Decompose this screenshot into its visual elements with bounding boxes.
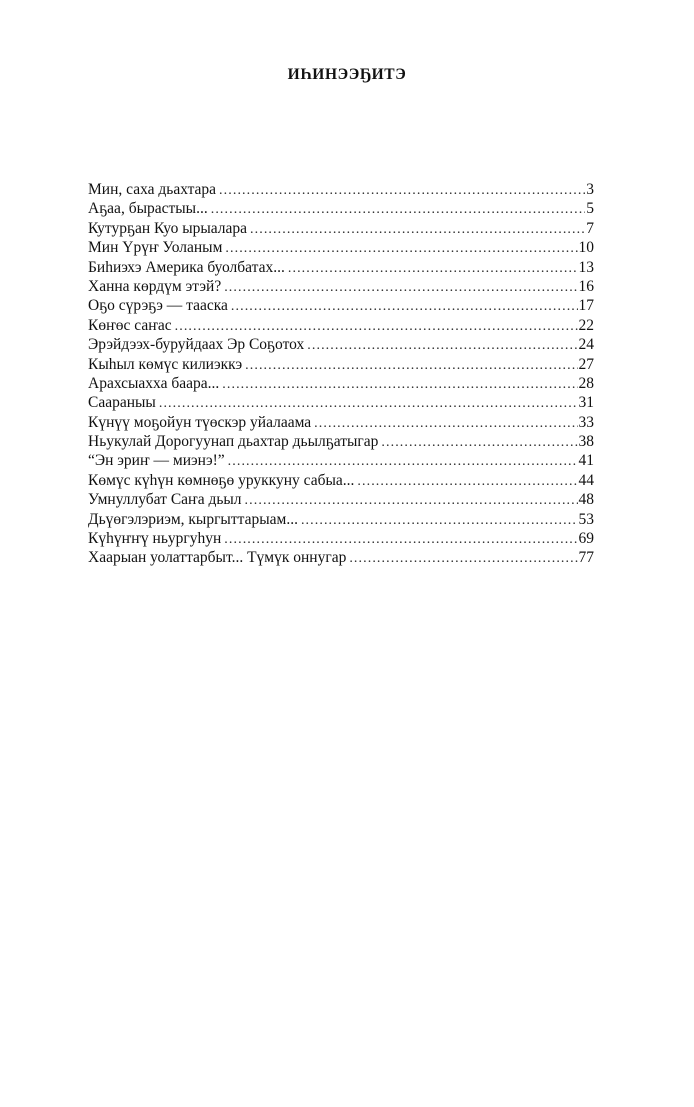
toc-entry-page: 69 xyxy=(578,530,594,548)
toc-entry xyxy=(88,219,594,238)
toc-leader-dots xyxy=(381,433,577,452)
toc-entry xyxy=(88,451,594,470)
toc-leader-dots xyxy=(211,200,586,219)
toc-leader-dots xyxy=(250,220,585,239)
toc-entry-title: Саараныы xyxy=(88,394,156,412)
toc-entry xyxy=(88,238,594,257)
toc-entry-title: Оҕо сүрэҕэ — тааска xyxy=(88,297,228,315)
toc-entry-page: 3 xyxy=(586,181,594,198)
toc-leader-dots xyxy=(314,414,577,433)
toc-entry xyxy=(88,374,594,393)
toc-entry xyxy=(88,413,594,432)
toc-leader-dots xyxy=(224,278,577,297)
toc-leader-dots xyxy=(224,530,577,549)
toc-entry-page: 7 xyxy=(586,219,594,237)
toc-leader-dots xyxy=(288,259,578,278)
toc-entry xyxy=(88,335,594,354)
toc-entry xyxy=(88,471,594,490)
toc-entry-title: Эрэйдээх-буруйдаах Эр Соҕотох xyxy=(88,336,305,354)
toc-entry xyxy=(88,277,594,296)
toc-entry-page: 48 xyxy=(578,491,594,509)
toc-entry xyxy=(88,258,594,277)
toc-entry-title: Биһиэхэ Америка буолбатах... xyxy=(88,258,285,276)
toc-entry-page: 22 xyxy=(578,316,594,334)
toc-leader-dots xyxy=(159,394,578,413)
toc-entry-title: Дьүөгэлэриэм, кыргыттарыам... xyxy=(88,510,298,528)
toc-entry-page: 28 xyxy=(578,374,594,392)
toc-entry-page: 24 xyxy=(578,336,594,354)
toc-entry-page: 17 xyxy=(578,297,594,315)
toc-leader-dots xyxy=(307,336,577,355)
toc-leader-dots xyxy=(245,356,577,375)
toc-entry-title: Хаарыан уолаттарбыт... Түмүк оннугар xyxy=(88,549,347,567)
toc-entry xyxy=(88,296,594,315)
toc-entry-title: Күнүү моҕойун түөскэр уйалаама xyxy=(88,413,312,431)
toc-leader-dots xyxy=(219,181,585,200)
toc-entry-page: 16 xyxy=(578,277,594,295)
toc-entry-page: 41 xyxy=(578,452,594,470)
page-title: ИҺИНЭЭҔИТЭ xyxy=(287,66,407,83)
toc-entry-page: 27 xyxy=(578,355,594,373)
toc-leader-dots xyxy=(245,491,578,510)
toc-entry xyxy=(88,199,594,218)
toc-entry-title: “Эн эриҥ — миэнэ!” xyxy=(88,452,225,470)
toc-entry-title: Кыһыл көмүс килиэккэ xyxy=(88,355,243,373)
toc-entry-page: 53 xyxy=(578,510,594,528)
toc-leader-dots xyxy=(175,317,578,336)
toc-entry-title: Кутурҕан Куо ырыалара xyxy=(88,219,248,237)
toc-entry xyxy=(88,432,594,451)
toc-entry xyxy=(88,316,594,335)
toc-entry-title: Көҥөс саҥас xyxy=(88,316,172,334)
toc-entry-title: Көмүс күһүн көмнөҕө уруккуну сабыа... xyxy=(88,471,355,489)
toc-entry xyxy=(88,393,594,412)
toc-entry xyxy=(88,355,594,374)
toc-entry-page: 77 xyxy=(578,549,594,567)
toc-leader-dots xyxy=(349,549,577,568)
toc-entry-title: Арахсыахха баара... xyxy=(88,374,220,392)
toc-entry-page: 5 xyxy=(586,200,594,218)
toc-entry-page: 10 xyxy=(578,239,594,257)
toc-entry xyxy=(88,510,594,529)
toc-entry-title: Ньукулай Дорогуунап дьахтар дьылҕатыгар xyxy=(88,433,379,451)
toc-entry-title: Умнуллубат Саҥа дьыл xyxy=(88,491,242,509)
toc-entry-page: 31 xyxy=(578,394,594,412)
toc-entry-title: Ханна көрдүм этэй? xyxy=(88,277,222,295)
toc-entry xyxy=(88,490,594,509)
toc-entry-page: 13 xyxy=(578,258,594,276)
toc-leader-dots xyxy=(222,375,577,394)
toc-entry-title: Мин Үрүҥ Уоланым xyxy=(88,239,223,257)
toc-entry xyxy=(88,529,594,548)
toc-entry-page: 44 xyxy=(578,471,594,489)
toc-leader-dots xyxy=(225,239,577,258)
toc-entry-title: Аҕаа, бырастыы... xyxy=(88,200,208,218)
toc-leader-dots xyxy=(228,452,578,471)
toc-leader-dots xyxy=(231,297,578,316)
table-of-contents xyxy=(88,180,594,568)
toc-entry xyxy=(88,180,594,199)
toc-leader-dots xyxy=(357,472,577,491)
toc-entry-page: 33 xyxy=(578,413,594,431)
toc-entry-page: 38 xyxy=(578,433,594,451)
toc-entry-title: Күһүҥҥү ньургуһун xyxy=(88,530,222,548)
toc-entry-title: Мин, саха дьахтара xyxy=(88,181,217,198)
toc-leader-dots xyxy=(301,511,578,530)
toc-entry xyxy=(88,548,594,567)
